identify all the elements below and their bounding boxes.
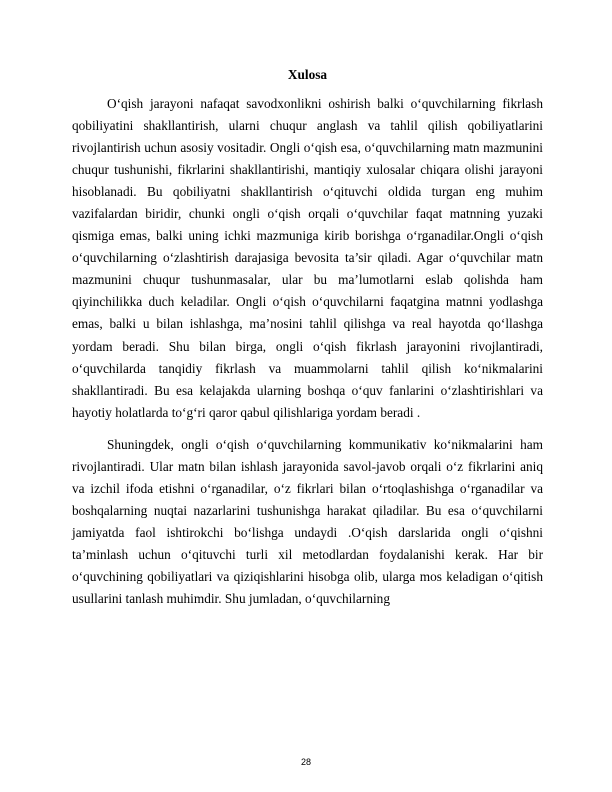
paragraph-2: Shuningdek, ongli o‘qish o‘quvchilarning kommunikativ ko‘nikmalarini ham rivojlantiradi. Ular matn bilan ishlash jarayonida savol-javob orqali o‘z fikrlarini aniq va izchil ifoda etishni o‘rganadilar, o‘z fikrlari bilan o‘rtoqlashishga o‘rganadilar va boshqalarning nuqtai nazarlarini tushunishga harakat qiladilar. Bu esa o‘quvchilarni jamiyatda faol ishtirokchi bo‘lishga undaydi .O‘qish darslarida ongli o‘qishni ta’minlash uchun o‘qituvchi turli xil metodlardan foydalanishi kerak. Har bir o‘quvchining qobiliyatlari va qiziqishlarini hisobga olib, ularga mos keladigan o‘qitish usullarini tanlash muhimdir. Shu jumladan, o‘quvchilarning: [72, 436, 543, 607]
page-number: 28: [300, 757, 311, 767]
section-title: Xulosa: [287, 67, 328, 82]
paragraph-1: O‘qish jarayoni nafaqat savodxonlikni oshirish balki o‘quvchilarning fikrlash qobiliyatini shakllantirish, ularni chuqur anglash va tahlil qilish qobiliyatlarini rivojlantirish uchun asosiy vositadir. Ongli o‘qish esa, o‘quvchilarning matn mazmunini chuqur tushunishi, fikrlarini shakllantirishi, mantiqiy xulosalar chiqara olishi jarayoni hisoblanadi. Bu qobiliyatni shakllantirish o‘qituvchi oldida turgan eng muhim vazifalardan biridir, chunki ongli o‘qish orqali o‘quvchilar faqat matnning yuzaki qismiga emas, balki uning ichki mazmuniga kirib borishga o‘rganadilar.Ongli o‘qish o‘quvchilarning o‘zlashtirish darajasiga bevosita ta’sir qiladi. Agar o‘quvchilar matn mazmunini chuqur tushunmasalar, ular bu ma’lumotlarni eslab qolishda ham qiyinchilikka duch keladilar. Ongli o‘qish o‘quvchilarni faqatgina matnni yodlashga emas, balki u bilan ishlashga, ma’nosini tahlil qilishga va real hayotda qo‘llashga yordam beradi. Shu bilan birga, ongli o‘qish fikrlash jarayonini rivojlantiradi, o‘quvchilarda tanqidiy fikrlash va muammolarni tahlil qilish ko‘nikmalarini shakllantiradi. Bu esa kelajakda ularning boshqa o‘quv fanlarini o‘zlashtirishlari va hayotiy holatlarda to‘g‘ri qaror qabul qilishlariga yordam beradi .: [72, 96, 543, 420]
document-page: [72, 66, 543, 610]
